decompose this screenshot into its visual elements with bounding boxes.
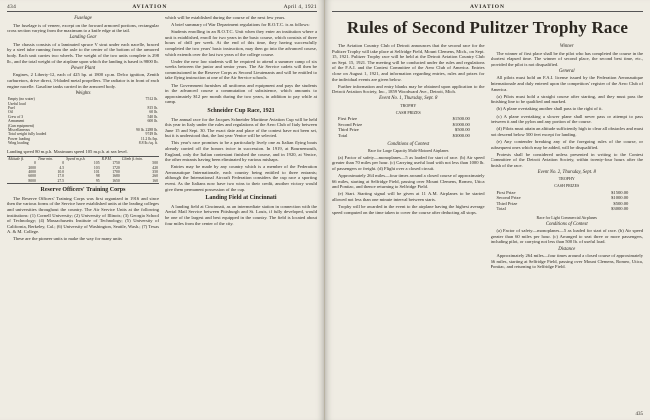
paragraph: (e) Start. Starting signal will be given at 11 A.M. Airplanes to be started allowed not less than one minute interval between starts.: [332, 191, 485, 202]
perf-header-cell: Climb ft./min.: [121, 156, 143, 161]
weight-value: 11.2 lb./hp.: [140, 136, 158, 141]
paragraph: Engines, 2 Liberty-12, each of 425 hp. at 1800 r.p.m. Delco ignition, Zenith carburetors, drive direct, 3-bladed metal propellers. The radiator is in front of each engine nacelle. Gasoline tanks carried in the armored body.: [7, 72, 159, 89]
perf-cell: 27.5: [57, 178, 65, 183]
paragraph: (a) Pilots must hold a straight course after starting, and they must pass the finishing line to be qualified and marked.: [490, 93, 643, 105]
paragraph: This year's race promises to be a particularly lively one as Italian flying boats already carried off the honors twice in succession. In 1919, at Bournemouth, England, only the Italian contestant finished the course, and in 1920, at Venice, the other entrants having been eliminated by various mishaps.: [165, 140, 317, 163]
perf-cell: 1650: [112, 178, 120, 183]
paragraph: Landing speed 80 m.p.h. Maximum speed 105 m.p.h. at sea level.: [7, 148, 128, 154]
weight-value: 540 lb.: [147, 114, 158, 119]
weight-label: Miscellaneous: [8, 128, 30, 133]
perf-cell: 101: [93, 170, 100, 174]
prize-label: Total: [338, 132, 348, 138]
cash-prizes-label: CASH PRIZES: [554, 183, 580, 189]
race-title: Race for Large Capacity Multi-Motored Airplanes: [368, 148, 449, 154]
paragraph: The fuselage is of veneer, except on the forward armored portions, rectangular cross section varying from the maximum to a knife edge at the tail.: [7, 22, 159, 34]
perf-cell: 98: [95, 174, 100, 179]
heading-schneider-cup: Schneider Cup Race, 1921: [207, 107, 275, 114]
prize-row: [338, 133, 470, 139]
paragraph: Students enrolling in an R.O.T.C. Unit when they enter an institution where a unit is established, enroll for two years in the basic course, which consists of three hours of drill per week. At the end of this time, they having successfully completed the two years' basic instruction, may then go into the advanced course, which extends over the last two years of the college course.: [165, 29, 317, 57]
prize-label: First Prize: [338, 116, 358, 122]
event-heading: Event No. 1, Thursday, Sept. 8: [379, 96, 438, 102]
weight-value: 815 lb.: [147, 106, 158, 111]
perf-cell: 160: [152, 178, 158, 183]
prize-label: First Prize: [496, 189, 516, 195]
prize-label: Second Prize: [338, 121, 363, 127]
perf-cell: 103: [93, 165, 100, 170]
paragraph: The Reserve Officers' Training Corps was first organized in 1916 and since then the various forms of the Service have established units at the leading colleges and universities throughout the country. The Air Service Units at the following institutions: (1) Cornell University; (2) University of Illinois; (3) Georgia School of Technology; (4) Massachusetts Institute of Technology; (5) University of California, Berkeley, Cal.; (6) University of Washington, Seattle, Wash.; (7) Texas A. & M. College.: [7, 195, 159, 235]
weight-label: Wing loading: [8, 141, 29, 146]
left-column-1: [7, 15, 159, 244]
perf-cell: 500: [152, 161, 158, 166]
prize-label: Third Prize: [496, 200, 518, 206]
weight-label: Total weight fully loaded: [8, 132, 47, 137]
weight-label: (Gun equipment): [8, 123, 35, 128]
subhead-fuselage: Fuselage: [74, 16, 92, 21]
perf-header-cell: Time min.: [37, 156, 53, 161]
conditions-heading: Conditions of Contest: [387, 141, 430, 147]
event-heading: Event No. 2, Thursday, Sept. 8: [537, 169, 596, 175]
conditions-heading: Conditions of Contest: [545, 221, 588, 227]
paragraph: Further information and entry blanks may be obtained upon application to the Detroit Aviation Society, Inc., 1859 Woodward Ave., Detroit, Mich.: [332, 83, 485, 95]
weight-value: 600 lb.: [147, 119, 158, 124]
prize-amount: $3000.00: [452, 132, 470, 138]
paragraph: The winner of first place shall be the pilot who has completed the course in the shortest elapsed time. The winner of second place, the second best time, etc., provided the pilot is not disqualified.: [490, 50, 643, 67]
perf-cell: 10.0: [57, 170, 65, 174]
cash-prizes-label: CASH PRIZES: [395, 109, 421, 115]
perf-cell: 105: [93, 161, 100, 166]
paragraph: (c) A plane overtaking a slower plane shall never pass or attempt to pass between it and the pylon and any portion of the course.: [490, 113, 643, 125]
prize-amount: $1500.00: [452, 116, 470, 122]
right-column-1: [332, 43, 485, 271]
heading-reserve-officers: Reserve Officers' Training Corps: [40, 187, 126, 194]
perf-cell: 4000: [28, 170, 36, 174]
page-number: 434: [7, 4, 17, 10]
perf-cell: 350: [152, 170, 158, 174]
race-title: Race for Light Commercial Airplanes: [536, 215, 597, 221]
paragraph: A landing field at Cincinnati, as an intermediate station in connection with the Aerial Mail Service between Pittsburgh and St. Louis, if fully developed, would be one of the largest and best equipped in the country. The field is located about four miles from the center of the city.: [165, 203, 317, 226]
prize-list: [338, 116, 485, 138]
weight-value: 9749 lb.: [145, 132, 158, 137]
perf-cell: 17.0: [57, 174, 65, 179]
paragraph: (d) Pilots must attain an altitude sufficiently high to clear all obstacles and must not descend below 500 feet except for landing.: [490, 126, 643, 137]
perf-cell: 1680: [112, 174, 120, 179]
paragraph: (a) Factor of safety—monoplanes—5 as loaded for start of race. (b) Air speed greater than 60 miles per hour. (c) Arranged to seat three or more passengers, including pilot, or carrying not less than 500 lb. of useful load.: [490, 228, 643, 245]
paragraph: Entries may be made by any country which is a member of the Federation Aeronautique Internationale, each country being entitled to three entrants; although the International Aircraft Federation considers the cup race a sporting event. As the Italians now have two wins to their credit, another victory would give them permanent possession of the cup.: [165, 164, 317, 192]
prize-list: [497, 190, 644, 212]
paragraph: (a) Factor of safety—monoplanes—5 as loaded for start of race. (b) Air speed greater than 70 miles per hour. (c) Carrying useful load with not less than 1000 lb. of passengers or freight. (d) Flight over a closed circuit.: [332, 154, 485, 171]
paragraph: Trophy will be awarded in the event to the airplane having the highest average speed computed on the time taken to cover the course after deducting all stops.: [332, 203, 485, 215]
paragraph: The chassis consists of a laminated spruce V strut under each nacelle, braced by a steel tube running from the axle to the center of the bottom of the armored body. Each unit carries two wheels. The weight of the two units complete is 298 lb., and the total weight of the airplane upon which the landing is based is 9800 lb.: [7, 41, 159, 64]
prize-label: Second Prize: [496, 195, 521, 201]
perf-header-cell: R.P.M.: [101, 156, 112, 161]
magazine-name: AVIATION: [132, 4, 168, 10]
perf-row: [7, 179, 159, 184]
perf-cell: 95: [95, 178, 100, 183]
performance-table: [7, 156, 159, 184]
magazine-name: AVIATION: [470, 4, 505, 10]
paragraph: Approximately 264 miles—four times around a closed course of approximately 66 miles, starting at Selfridge Field, passing over Mount Clemens, Romeo, Utica and Pontiac, and thence returning to Selfridge Field.: [332, 172, 485, 190]
weight-label: Useful load: [8, 101, 26, 106]
perf-cell: 4.5: [59, 165, 65, 170]
weights-row: [7, 141, 159, 145]
paragraph: (b) A plane overtaking another shall pass to the right of it.: [496, 106, 603, 112]
perf-cell: 2000: [28, 165, 36, 170]
prize-amount: $1000.00: [611, 195, 629, 201]
prize-amount: $3000.00: [611, 206, 629, 212]
page-number: 435: [635, 412, 643, 417]
paragraph: The Aviation Country Club of Detroit announces that the second race for the Pulitzer Trophy will take place at Selfridge Field, Mount Clemens, Mich., on Sept. 15, 1921. Pulitzer Trophy race will be held at the Detroit Aviation Country Club on Sept. 15, 1921. The meeting will be conducted under the rules and regulations of the F.A.I. and the Contest Committee of the Aero Club of America. Entries close on August 1, 1921, and information regarding entries, rules and prizes for the individual events are given below.: [332, 43, 485, 82]
weight-label: Empty (no water): [8, 97, 35, 102]
weights-table: [7, 97, 159, 145]
paragraph: which will be established during the course of the next few years.: [165, 15, 286, 20]
paragraph: A brief summary of War Department regulations for R.O.T.C. is as follows:: [171, 22, 310, 28]
prize-amount: $1000.00: [452, 121, 470, 127]
perf-cell: 1720: [112, 165, 120, 170]
perf-cell: 6000: [28, 174, 36, 179]
weight-value: 60 lb.: [149, 110, 158, 115]
right-page: [325, 0, 650, 420]
paragraph: The annual race for the Jacques Schneider Maritime Aviation Cup will be held this year in Italy under the rules and regulations of the Aero Club of Italy between June 15 and Sept. 30. The exact date and place of the contest have not been set, but it is understood that, the last year Venice will be selected.: [165, 116, 317, 139]
paragraph: All pilots must hold an F.A.I. license issued by the Federation Aeronautique Internationale and duly entered upon the competitors' register of the Aero Club of America.: [490, 75, 643, 92]
prize-label: Third Prize: [338, 127, 359, 133]
weight-label: Oil: [8, 110, 13, 115]
perf-cell: 420: [152, 165, 158, 170]
paragraph: Protests shall be considered unless presented in writing to the Contest Committee of the Detroit Aviation Society, within twenty-four hours after the finish of the race.: [490, 151, 643, 168]
prize-label: Total: [496, 206, 506, 212]
perf-cell: 260: [152, 174, 158, 179]
article-title: Rules of Second Pulitzer Trophy Race: [346, 18, 629, 37]
perf-cell: 0: [34, 161, 36, 166]
prize-amount: $1500.00: [611, 189, 629, 195]
subhead-landing-gear: Landing Gear: [69, 35, 97, 41]
issue-date: April 4, 1921: [283, 4, 317, 10]
weight-label: Fuel: [8, 106, 15, 111]
weight-label: Armament: [8, 119, 25, 124]
paragraph: Under the new law students will be required to attend a summer camp of six weeks between the junior and senior years. The Air Service cadets will then be commissioned in the Reserve Corps as Second Lieutenants and will be entitled to take flying instruction at one of the Air Service schools.: [165, 58, 317, 81]
weight-label: Crew of 3: [8, 114, 24, 119]
perf-cell: 0: [62, 161, 65, 166]
subhead-winner: Winner: [559, 44, 574, 49]
perf-cell: 1750: [112, 161, 120, 166]
left-column-2: [165, 15, 317, 244]
trophy-label: TROPHY: [558, 176, 575, 182]
weight-value: 90 lb. 2288 lb.: [135, 128, 158, 133]
subhead-general: General: [558, 68, 575, 74]
paragraph: These are the pioneer units to make the way for many units: [13, 236, 122, 242]
paragraph: The Government furnishes all uniforms and equipment and pays the students in the advanced course a commutation of subsistence, which amounts to approximately $12 per month during the two years, in addition to pay while at camp.: [165, 82, 317, 105]
subhead-power-plant: Power Plant: [70, 65, 96, 71]
subhead-distance: Distance: [558, 246, 576, 252]
prize-row: [497, 206, 629, 212]
weight-value: 7512 lb.: [145, 97, 158, 102]
weight-value: 8.8 lb./sq. ft.: [138, 141, 158, 146]
perf-header-cell: Speed m.p.h.: [66, 156, 86, 161]
left-running-head: [7, 4, 317, 12]
perf-cell: 1700: [112, 170, 120, 174]
weight-label: Power loading: [8, 136, 31, 141]
subhead-weights: Weights: [75, 90, 91, 96]
paragraph: Approximately 264 miles—four times around a closed course of approximately 66 miles, starting at Selfridge Field, passing over Mount Clemens, Romeo, Utica, Pontiac, and returning to Selfridge Field.: [490, 253, 643, 270]
prize-amount: $500.00: [454, 127, 470, 133]
perf-cell: 8000: [28, 178, 36, 183]
heading-landing-field: Landing Field at Cincinnati: [205, 195, 277, 202]
trophy-label: TROPHY: [400, 102, 417, 108]
right-running-head: [332, 4, 643, 12]
paragraph: (e) Any contender breaking any of the foregoing rules of the course, or subsequent ones which may be added, will be disqualified.: [490, 138, 643, 150]
perf-header-cell: Altitude ft.: [8, 156, 25, 161]
right-column-2: [491, 43, 644, 271]
prize-amount: $500.00: [613, 200, 629, 206]
